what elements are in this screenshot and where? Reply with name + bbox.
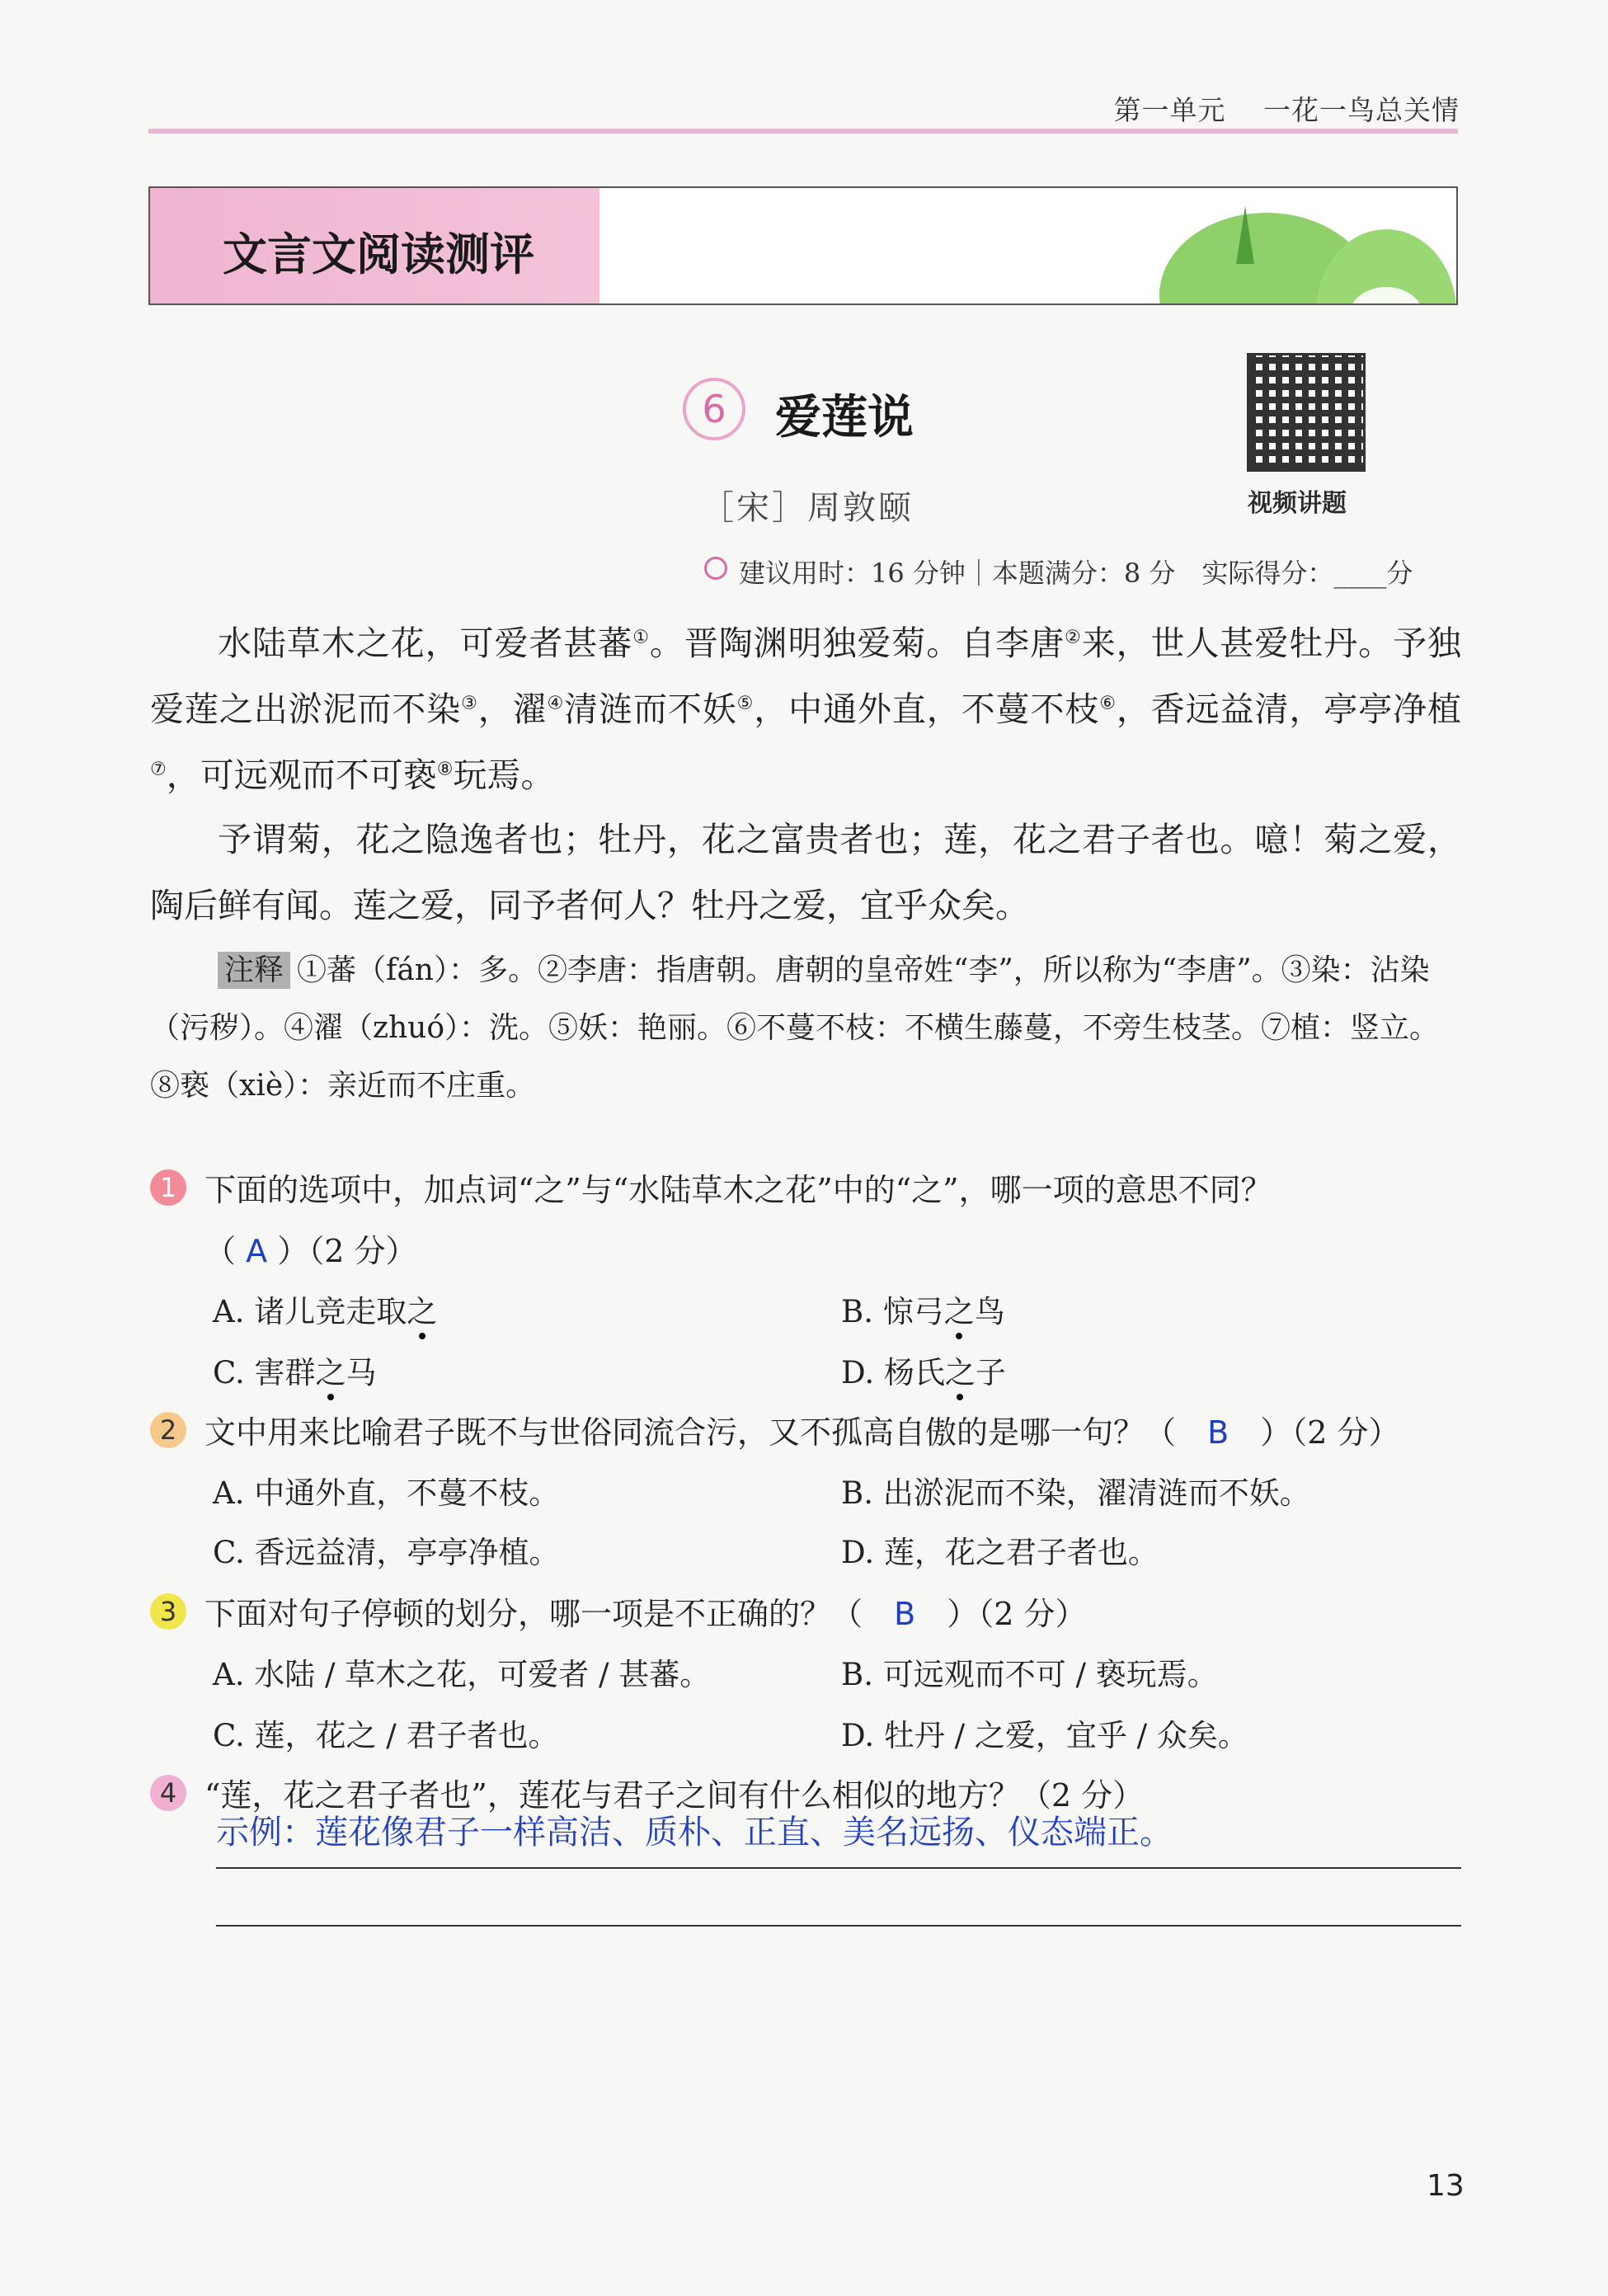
lesson-number-badge: 6 (683, 378, 745, 440)
footnote-ref: ③ (461, 693, 478, 714)
unit-theme: 一花一鸟总关情 (1263, 94, 1460, 126)
option-2d[interactable]: D. 莲，花之君子者也。 (841, 1535, 1159, 1570)
option-1b[interactable]: B. 惊弓之鸟 (841, 1294, 1005, 1329)
timing-info: 建议用时：16 分钟｜本题满分：8 分 实际得分：____分 (739, 558, 1413, 589)
question-1-answer-line: （ A ）（2 分） (205, 1233, 417, 1269)
annotations (150, 942, 1461, 1115)
option-3d[interactable]: D. 牡丹 / 之爱，宜乎 / 众矣。 (841, 1718, 1248, 1753)
header-rule (148, 129, 1458, 134)
option-1a[interactable]: A. 诸儿竞走取之 (213, 1294, 438, 1329)
footnote-ref: ⑥ (1099, 693, 1117, 714)
notes-text: ①蕃（fán）：多。②李唐：指唐朝。唐朝的皇帝姓“李”，所以称为“李唐”。③染：沾染（污秽）。④濯（zhuó）：洗。⑤妖：艳丽。⑥不蔓不枝：不横生藤蔓，不旁生枝茎。⑦植：竖立。⑧亵（xiè）：亲近而不庄重。 (150, 953, 1440, 1103)
option-1d[interactable]: D. 杨氏之子 (841, 1355, 1006, 1390)
clock-icon (704, 557, 727, 580)
footnote-ref: ② (1065, 627, 1082, 648)
lesson-title: 爱莲说 (775, 391, 914, 445)
footnote-ref: ⑧ (436, 759, 454, 780)
banner-title: 文言文阅读测评 (223, 228, 534, 280)
passage-paragraph-1: 水陆草木之花，可爱者甚蕃①。晋陶渊明独爱菊。自李唐②来，世人甚爱牡丹。予独爱莲之出淤泥而不染③，濯④清涟而不妖⑤，中通外直，不蔓不枝⑥，香远益清，亭亭净植⑦，可远观而不可亵⑧玩焉。 (150, 623, 1462, 795)
answer-line (216, 1867, 1461, 1869)
qr-code-icon[interactable] (1247, 353, 1366, 472)
answer-3[interactable]: B (894, 1596, 916, 1632)
question-number-2: 2 (150, 1412, 186, 1448)
option-2a[interactable]: A. 中通外直，不蔓不枝。 (213, 1475, 560, 1511)
section-banner (148, 186, 1458, 305)
answer-1[interactable]: A (246, 1233, 268, 1269)
option-3a[interactable]: A. 水陆 / 草木之花，可爱者 / 甚蕃。 (213, 1657, 711, 1692)
question-number-1: 1 (150, 1169, 186, 1206)
author: ［宋］周敦颐 (701, 489, 914, 527)
question-2-text: 文中用来比喻君子既不与世俗同流合污，又不孤高自傲的是哪一句？（ B ）（2 分） (205, 1414, 1400, 1451)
qr-label: 视频讲题 (1248, 489, 1347, 518)
passage-paragraph-2: 予谓菊，花之隐逸者也；牡丹，花之富贵者也；莲，花之君子者也。噫！菊之爱，陶后鲜有闻。莲之爱，同予者何人？牡丹之爱，宜乎众矣。 (150, 820, 1461, 925)
running-header (1114, 89, 1460, 128)
question-1-text: 下面的选项中，加点词“之”与“水陆草木之花”中的“之”，哪一项的意思不同？ (205, 1172, 1272, 1208)
option-1c[interactable]: C. 害群之马 (213, 1355, 377, 1390)
footnote-ref: ④ (547, 693, 565, 714)
footnote-ref: ⑦ (150, 759, 167, 780)
question-3-text: 下面对句子停顿的划分，哪一项是不正确的？（ B ）（2 分） (205, 1596, 1087, 1632)
question-number-4: 4 (150, 1775, 186, 1811)
option-2c[interactable]: C. 香远益清，亭亭净植。 (213, 1535, 560, 1570)
option-3c[interactable]: C. 莲，花之 / 君子者也。 (213, 1718, 559, 1753)
page-number: 13 (1427, 2169, 1465, 2203)
answer-4[interactable]: 示例：莲花像君子一样高洁、质朴、正直、美名远扬、仪态端正。 (216, 1814, 1173, 1851)
footnote-ref: ① (632, 627, 650, 648)
answer-line (216, 1925, 1461, 1927)
option-3b[interactable]: B. 可远观而不可 / 亵玩焉。 (841, 1657, 1218, 1692)
notes-label: 注释 (218, 952, 290, 989)
answer-2[interactable]: B (1207, 1414, 1230, 1451)
option-2b[interactable]: B. 出淤泥而不染，濯清涟而不妖。 (841, 1475, 1310, 1511)
footnote-ref: ⑤ (736, 693, 755, 714)
unit-label: 第一单元 (1113, 94, 1226, 126)
question-4-text: “莲，花之君子者也”，莲花与君子之间有什么相似的地方？（2 分） (205, 1777, 1145, 1814)
question-number-3: 3 (150, 1593, 186, 1630)
